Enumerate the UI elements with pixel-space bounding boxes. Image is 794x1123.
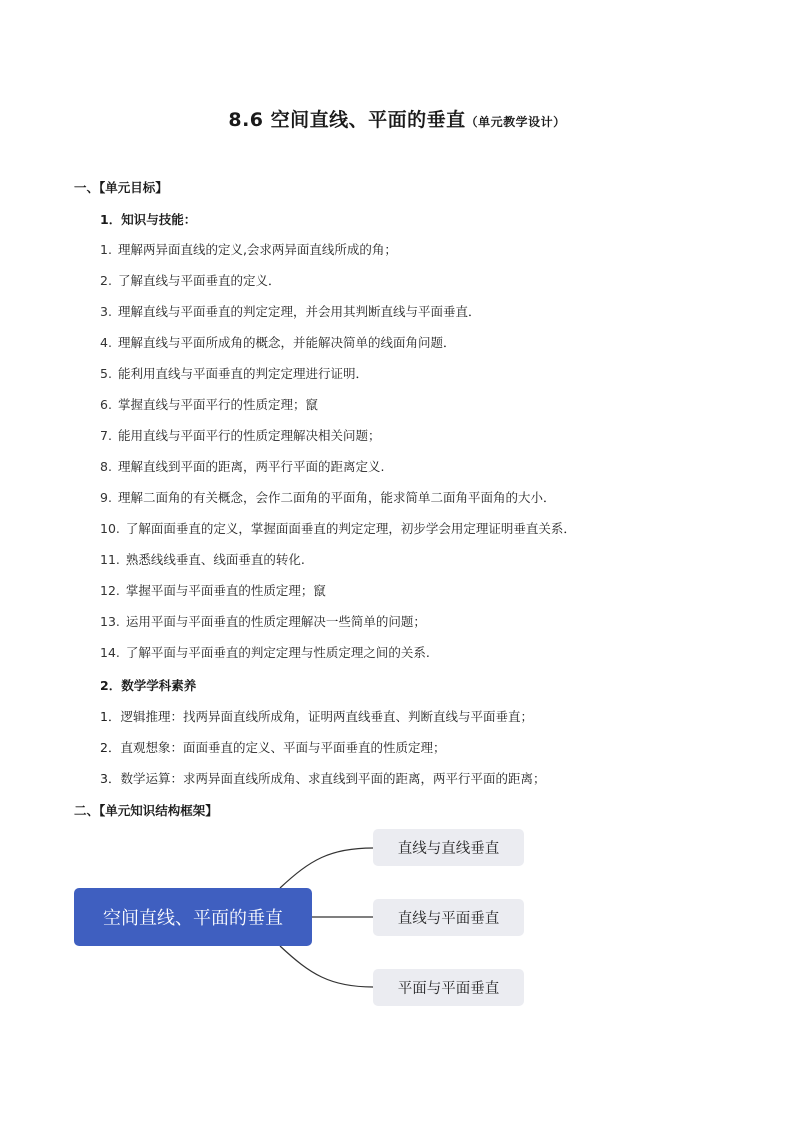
mind-map-node-line-line: 直线与直线垂直 [373, 829, 524, 866]
mind-map-node-line-plane: 直线与平面垂直 [373, 899, 524, 936]
list-item: 12. 掌握平面与平面垂直的性质定理；竄 [100, 583, 326, 598]
connector-line [280, 946, 373, 987]
list-item: 1. 理解两异面直线的定义,会求两异面直线所成的角； [100, 242, 397, 257]
list-item: 9. 理解二面角的有关概念，会作二面角的平面角，能求简单二面角平面角的大小． [100, 490, 556, 505]
list-item: 7. 能用直线与平面平行的性质定理解决相关问题； [100, 428, 381, 443]
page-title [0, 105, 794, 132]
list-item: 14. 了解平面与平面垂直的判定定理与性质定理之间的关系. [100, 645, 430, 660]
list-item: 10. 了解面面垂直的定义，掌握面面垂直的判定定理，初步学会用定理证明垂直关系． [100, 521, 576, 536]
knowledge-heading: 1．知识与技能： [100, 212, 197, 227]
list-item: 4. 理解直线与平面所成角的概念，并能解决简单的线面角问题． [100, 335, 456, 350]
list-item: 2. 了解直线与平面垂直的定义． [100, 273, 281, 288]
literacy-item: 3．数学运算：求两异面直线所成角、求直线到平面的距离，两平行平面的距离； [100, 771, 546, 786]
literacy-item: 2．直观想象：面面垂直的定义、平面与平面垂直的性质定理； [100, 740, 446, 755]
mind-map-node-plane-plane: 平面与平面垂直 [373, 969, 524, 1006]
mind-map-root: 空间直线、平面的垂直 [74, 888, 312, 946]
section-heading-goals: 一、【单元目标】 [74, 180, 168, 195]
mind-map [0, 820, 794, 1020]
connector-line [280, 848, 373, 888]
list-item: 8. 理解直线到平面的距离，两平行平面的距离定义. [100, 459, 385, 474]
literacy-heading: 2．数学学科素养 [100, 678, 197, 693]
list-item: 3. 理解直线与平面垂直的判定定理，并会用其判断直线与平面垂直． [100, 304, 481, 319]
list-item: 13. 运用平面与平面垂直的性质定理解决一些简单的问题； [100, 614, 426, 629]
list-item: 5. 能利用直线与平面垂直的判定定理进行证明． [100, 366, 368, 381]
title-sub: （单元教学设计） [465, 115, 566, 129]
list-item: 6. 掌握直线与平面平行的性质定理；竄 [100, 397, 318, 412]
title-main: 8.6 空间直线、平面的垂直 [228, 109, 466, 131]
section-heading-framework: 二、【单元知识结构框架】 [74, 803, 218, 818]
list-item: 11. 熟悉线线垂直、线面垂直的转化. [100, 552, 305, 567]
literacy-item: 1．逻辑推理：找两异面直线所成角，证明两直线垂直、判断直线与平面垂直； [100, 709, 533, 724]
